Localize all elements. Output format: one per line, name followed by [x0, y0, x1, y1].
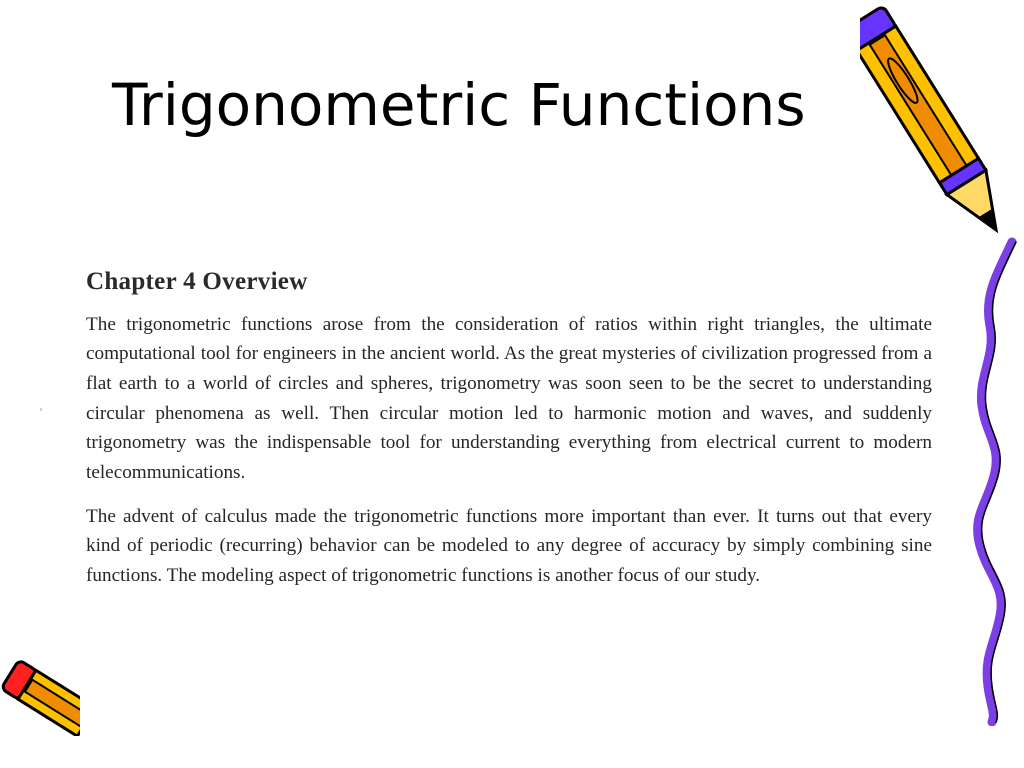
- pencil-top-right-icon: [860, 2, 1002, 242]
- excerpt-paragraph-2: The advent of calculus made the trigonometric functions more important than ever. It turns out that every kind of periodic (recurring) behavior can be modeled to any degree of accuracy by simply combining sine functions. The modeling aspect of trigonometric functions is another focus of our study.: [86, 505, 932, 587]
- excerpt-paragraph-1: The trigonometric functions arose from the consideration of ratios within right triangles, the ultimate computational tool for engineers in the ancient world. As the great mysteries of civilization progressed from a flat earth to a world of circles and spheres, trigonometry was soon seen to be the secret to understanding circular phenomena as well. Then circular motion led to harmonic motion and waves, and suddenly trigonometry was the indispensable tool for understanding everything from electrical current to modern telecommunications.: [86, 313, 932, 484]
- pencil-bottom-left-icon: [0, 652, 80, 736]
- chapter-overview-excerpt: [86, 268, 932, 603]
- scan-speck: [40, 408, 42, 411]
- excerpt-heading: Chapter 4 Overview: [86, 268, 308, 295]
- slide-title: Trigonometric Functions: [112, 71, 806, 139]
- squiggle-decoration: [966, 236, 1022, 726]
